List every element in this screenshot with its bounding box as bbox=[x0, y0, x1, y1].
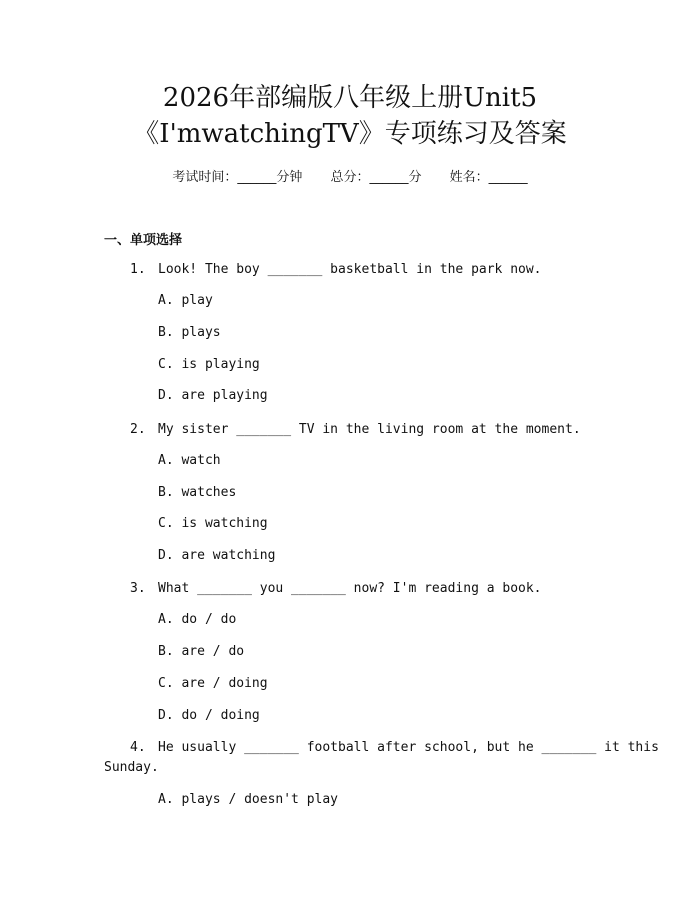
answer-option: C. are / doing bbox=[158, 676, 268, 691]
answer-option: C. is watching bbox=[158, 516, 268, 531]
question-stem-continuation: Sunday. bbox=[104, 760, 159, 775]
answer-option: B. are / do bbox=[158, 644, 245, 659]
exam-info bbox=[0, 166, 700, 185]
question-number: 2. bbox=[130, 422, 146, 437]
question-number: 1. bbox=[130, 262, 146, 277]
question-stem: Look! The boy _______ basketball in the park now. bbox=[158, 262, 542, 277]
answer-option: D. are watching bbox=[158, 548, 276, 563]
exam-time: 考试时间：______分钟 bbox=[172, 170, 303, 185]
page-title-line-2: 《I'mwatchingTV》专项练习及答案 bbox=[133, 119, 567, 149]
question-number: 3. bbox=[130, 581, 146, 596]
answer-option: A. plays / doesn't play bbox=[158, 792, 339, 807]
exam-score: 总分：______分 bbox=[330, 170, 422, 185]
answer-option: C. is playing bbox=[158, 357, 260, 372]
question-stem: My sister _______ TV in the living room at the moment. bbox=[158, 422, 581, 437]
question-number: 4. bbox=[130, 740, 146, 755]
answer-option: A. do / do bbox=[158, 612, 237, 627]
answer-option: B. plays bbox=[158, 325, 221, 340]
page-title-line-1: 2026年部编版八年级上册Unit5 bbox=[162, 83, 538, 113]
question-stem: He usually _______ football after school, but he _______ it this bbox=[158, 740, 659, 755]
answer-option: A. play bbox=[158, 293, 213, 308]
section-heading: 一、单项选择 bbox=[104, 233, 183, 248]
answer-option: D. are playing bbox=[158, 388, 268, 403]
question-stem: What _______ you _______ now? I'm reading a book. bbox=[158, 581, 542, 596]
answer-option: D. do / doing bbox=[158, 708, 260, 723]
answer-option: B. watches bbox=[158, 485, 237, 500]
answer-option: A. watch bbox=[158, 453, 221, 468]
student-name: 姓名：______ bbox=[449, 170, 528, 185]
